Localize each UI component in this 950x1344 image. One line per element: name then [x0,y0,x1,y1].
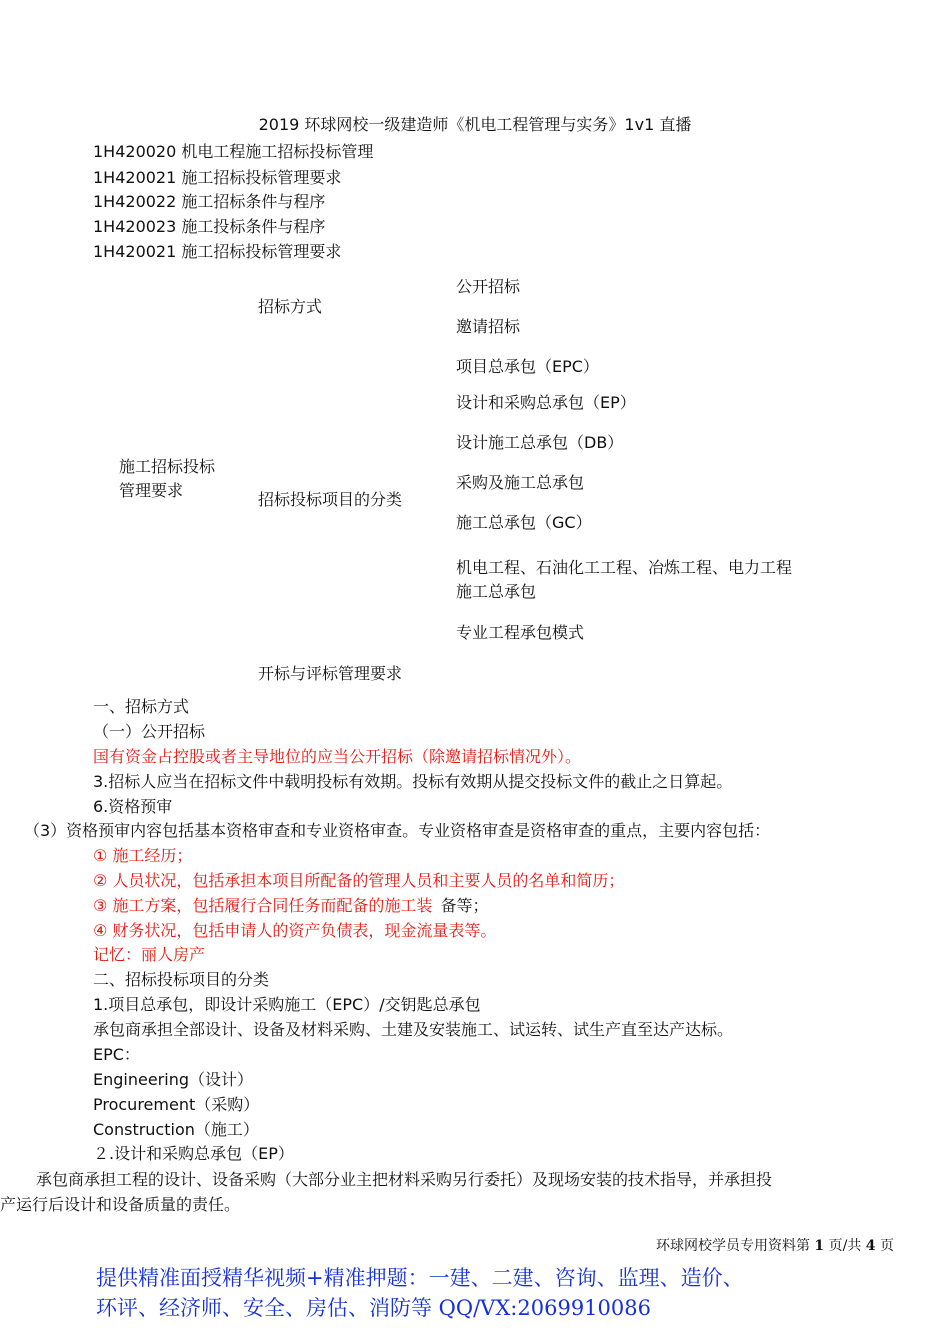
paragraph-prequalification-content: （3）资格预审内容包括基本资格审查和专业资格审查。专业资格审查是资格审查的重点，主要内容包括： [24,821,771,840]
footer-page-number: 1 [814,1238,825,1254]
promo-line-1: 提供精准面授精华视频+精准押题：一建、二建、咨询、监理、造价、 [96,1266,744,1290]
list-item-financial: ④ 财务状况，包括申请人的资产负债表，现金流量表等。 [93,921,497,940]
mindmap-leaf-pc: 采购及施工总承包 [456,473,585,492]
footer-total-pages: 4 [865,1238,876,1254]
mindmap-leaf-epc: 项目总承包（EPC） [456,357,599,376]
list-item-personnel: ② 人员状况，包括承担本项目所配备的管理人员和主要人员的名单和简历； [93,871,625,890]
mindmap-leaf-open-bidding: 公开招标 [456,277,521,296]
paragraph-ep-description-line2: 产运行后设计和设备质量的责任。 [0,1195,241,1214]
epc-procurement: Procurement（采购） [93,1095,260,1114]
heading-1h420021: 1H420021 施工招标投标管理要求 [93,168,342,187]
section-bidding-method: 一、招标方式 [93,697,190,716]
heading-1h420020: 1H420020 机电工程施工招标投标管理 [93,142,374,161]
mindmap-branch-bidding-method: 招标方式 [258,297,323,316]
memo-mnemonic: 记忆：丽人房产 [93,945,206,964]
subsection-open-bidding: （一）公开招标 [93,722,206,741]
mindmap-leaf-industrial-line1: 机电工程、石油化工工程、冶炼工程、电力工程 [456,558,793,577]
mindmap-leaf-ep: 设计和采购总承包（EP） [456,393,636,412]
paragraph-epc: 1.项目总承包，即设计采购施工（EPC）/交钥匙总承包 [93,995,481,1014]
heading-1h420023: 1H420023 施工投标条件与程序 [93,217,326,236]
footer-mid: 页/共 [828,1238,862,1254]
mindmap-branch-bid-opening: 开标与评标管理要求 [258,664,403,683]
mindmap-leaf-gc: 施工总承包（GC） [456,513,592,532]
mindmap-root-line2: 管理要求 [119,481,184,500]
footer-suffix: 页 [880,1238,894,1254]
document-title: 2019 环球网校一级建造师《机电工程管理与实务》1v1 直播 [258,115,692,134]
heading-1h420022: 1H420022 施工招标条件与程序 [93,192,326,211]
list-item-construction-plan-red: ③ 施工方案，包括履行合同任务而配备的施工装 [93,896,433,915]
epc-label: EPC： [93,1045,140,1064]
paragraph-epc-description: 承包商承担全部设计、设备及材料采购、土建及安装施工、试运转、试生产直至达产达标。 [93,1020,734,1039]
list-item-construction-plan-tail: 备等； [440,896,489,915]
highlight-state-funds: 国有资金占控股或者主导地位的应当公开招标（除邀请招标情况外）。 [93,747,582,766]
mindmap-leaf-industrial-line2: 施工总承包 [456,582,537,601]
mindmap-root-line1: 施工招标投标 [119,457,216,476]
paragraph-ep-description-line1: 承包商承担工程的设计、设备采购（大部分业主把材料采购另行委托）及现场安装的技术指导，并承担投 [36,1170,773,1189]
epc-construction: Construction（施工） [93,1120,259,1139]
paragraph-prequalification: 6.资格预审 [93,797,173,816]
promo-line-2: 环评、经济师、安全、房估、消防等 QQ/VX:2069910086 [96,1296,651,1320]
heading-1h420021-repeat: 1H420021 施工招标投标管理要求 [93,242,342,261]
epc-engineering: Engineering（设计） [93,1070,254,1089]
mindmap-leaf-db: 设计施工总承包（DB） [456,433,624,452]
paragraph-validity-period: 3.招标人应当在招标文件中载明投标有效期。投标有效期从提交投标文件的截止之日算起。 [93,772,733,791]
mindmap-leaf-invited-bidding: 邀请招标 [456,317,521,336]
paragraph-ep: ２.设计和采购总承包（EP） [93,1144,294,1163]
page-footer [656,1236,894,1256]
list-item-construction-plan [93,895,488,917]
footer-prefix: 环球网校学员专用资料第 [655,1238,810,1254]
section-project-classification: 二、招标投标项目的分类 [93,970,270,989]
mindmap-branch-project-classification: 招标投标项目的分类 [258,490,403,509]
mindmap-leaf-specialty: 专业工程承包模式 [456,623,585,642]
list-item-experience: ① 施工经历； [93,846,193,865]
